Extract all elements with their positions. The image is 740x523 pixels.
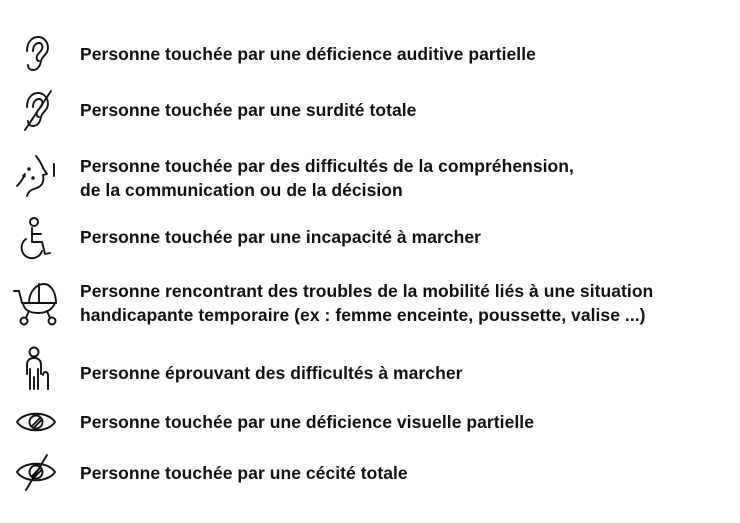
person-with-cane-icon [12, 345, 60, 393]
legend-label: Personne éprouvant des difficultés à marcher [80, 363, 463, 383]
legend-label-line-2: handicapante temporaire (ex : femme enceinte, poussette, valise ...) [80, 305, 646, 325]
legend-label: Personne touchée par une incapacité à marcher [80, 227, 482, 247]
legend-label: Personne touchée par une déficience auditive partielle [80, 44, 536, 64]
legend-label: Personne touchée par une cécité totale [80, 463, 408, 483]
legend-label-line-1: Personne touchée par des difficultés de la compréhension, [80, 156, 574, 176]
stroller-icon [12, 279, 60, 327]
partial-hearing-loss-ear-icon [12, 30, 60, 78]
partial-visual-impairment-eye-icon [12, 398, 60, 446]
legend-label: Personne touchée par une surdité totale [80, 100, 417, 120]
total-deafness-ear-icon [12, 86, 60, 134]
cognitive-disability-head-icon [12, 152, 60, 200]
legend-label-line-2: de la communication ou de la décision [80, 180, 403, 200]
legend-label: Personne touchée par une déficience visuelle partielle [80, 412, 534, 432]
wheelchair-icon [12, 215, 60, 263]
legend-label-line-1: Personne rencontrant des troubles de la mobilité liés à une situation [80, 281, 654, 301]
total-blindness-eye-icon [12, 448, 60, 496]
